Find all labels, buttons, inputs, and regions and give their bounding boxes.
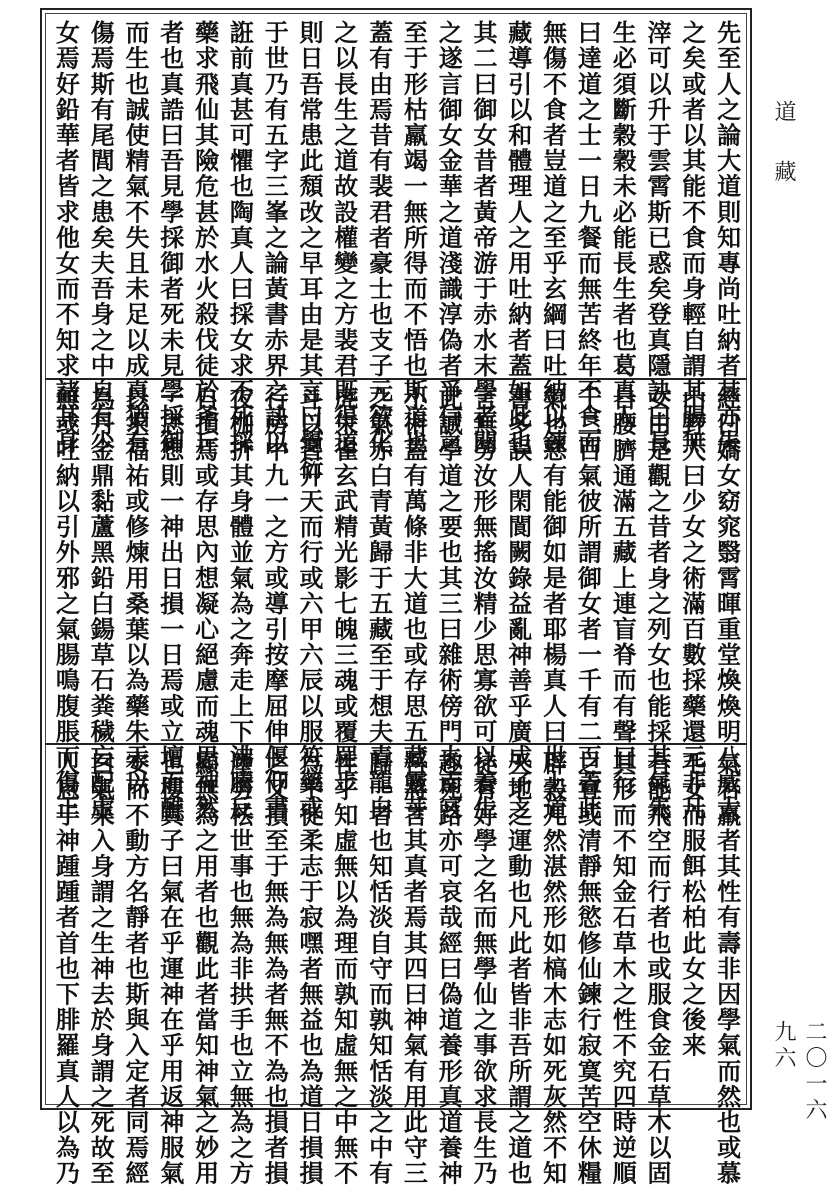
text-column: 塵勞袪世事也無為非拱手也立無為之方 — [225, 751, 255, 1186]
text-column: 誑前真甚可懼也陶真人曰採女求不死採 — [225, 20, 255, 456]
text-column: 無或吐納以引外邪之氣腸鳴腹脹而傷正 — [51, 386, 81, 822]
text-column: 氣若羸者其性有壽非因學氣而然也或慕 — [712, 751, 742, 1186]
text-column: 女由是觀之昔者身之列女也能採其氣先 — [643, 386, 672, 822]
text-column: 毛女而服餌松柏此女之後来 — [677, 751, 707, 1059]
text-column: 經曰嬌女窈窕翳霄暉重堂煥煥明八威太 — [712, 386, 742, 822]
text-column: 為丹金鼎黏蘆黑鉛白鍚草石粪穢妄配虛 — [86, 386, 116, 822]
text-column: 歸一者也知恬淡自守而孰知恬淡之中有 — [364, 751, 394, 1186]
text-column: 山野人曰少女之術滿百數採藥還元非凡 — [677, 386, 707, 822]
text-column: 蓋有由焉昔有裴君者豪士也支子元欲化 — [364, 20, 394, 456]
text-column: 一思想則一神出日損一日焉或立壇而醮 — [155, 386, 185, 822]
band-divider — [45, 378, 747, 380]
text-column: 之又損至于無為無為者無不為也損者損 — [260, 751, 290, 1186]
text-column: 小術蓋有萬條非大道也或存思五藏靈芽 — [399, 386, 429, 822]
text-column: 以求福祐或修煉用桑葉以為藥朱汞以 — [121, 386, 150, 796]
text-column: 趣死路亦可哀哉經曰偽道養形真道養神 — [434, 751, 464, 1186]
text-column: 曰達道之士一日九餐而無苦終年不食而 — [573, 20, 603, 456]
text-column: 天地之運動也凡此者皆非吾所謂之道也 — [503, 751, 533, 1186]
text-column: 顯無為之用者也觀此者當知神氣之妙用 — [190, 751, 220, 1186]
text-column: 于世乃有五字三峯之論黃書赤界之訣以 — [260, 20, 290, 456]
text-column: 徒有好學之名而無學仙之事欲求長生乃 — [469, 751, 498, 1186]
text-column: 無傷不食者豈道之至乎玄綱曰吐納以鍊 — [538, 20, 568, 456]
text-column: 至于形枯羸竭一無所得而不悟也斯道也 — [399, 20, 429, 456]
text-column: 滓可以升于雲霄斯已惑矣登真隱訣曰長 — [643, 20, 672, 456]
text-column: 者也真誥曰吾見學採御者死未見學採御 — [155, 20, 185, 456]
text-column: 之氣赤白青黃歸于五藏至于想夫青龍白 — [364, 386, 394, 822]
margin-title: 道藏 — [771, 100, 796, 220]
band-divider — [45, 743, 747, 745]
text-column: 氣也惡有能御如是者耶楊真人曰世上道 — [538, 386, 568, 822]
text-column: 性乎知虛無以為理而孰知虛無之中無不 — [329, 751, 359, 1186]
text-column: 之矣或者以其能不食而身輕自謂其腸無 — [677, 20, 707, 456]
text-band-lower — [48, 747, 744, 1186]
text-column: 則日吾常患此頹改之早耳由是其言曰覺衍 — [295, 20, 324, 481]
text-column: 其二曰御女昔者黃帝游于赤水末學者聞 — [469, 20, 498, 456]
text-column: 傷焉斯有尾閭之患矣夫吾身之中自有少 — [86, 20, 116, 456]
text-column: 言無勞汝形無搖汝精少思寡欲可以養生 — [469, 386, 498, 822]
text-column: 虎朱雀玄武精光影七魄三魂或覆罡步 — [329, 386, 359, 796]
page-number: 二〇一六九六 — [771, 1020, 827, 1124]
text-column: 其形而不知金石草木之性不究四時逆順 — [608, 751, 638, 1186]
text-column: 吾將言其真者焉其四曰神氣有用此守三 — [399, 751, 429, 1186]
text-column: 女焉好鉛華者皆求他女而不知求諸其身 — [51, 20, 81, 456]
text-column: 也樓真子曰氣在乎運神在乎用返神服氣 — [155, 751, 185, 1186]
text-column: 先至人之論大道則知專尚吐納者其亦失 — [712, 20, 742, 456]
text-column: 斗以習升天而行或六甲六辰以服符藥或 — [295, 386, 324, 822]
text-column: 此誠學道之要也其三曰雜術傍門夫南宮 — [434, 386, 464, 822]
text-column: 為乎徒柔志于寂嘿者無益也為道日損損 — [295, 751, 324, 1186]
text-column: 有能飛空而行者也或服食金石草木以固 — [643, 751, 672, 1186]
text-column: 安而不動方名靜者也斯與入定者同焉經 — [121, 751, 150, 1186]
text-band-middle — [48, 382, 744, 822]
text-column: 藏導引以和體理人之用吐納者蓋如此也 — [503, 20, 533, 456]
text-column: 之宜或清靜無慾修仙鍊行寂寞苦空休糧 — [573, 751, 603, 1186]
text-column: 書多誤人閑閬闕錄益亂神善乎廣成子之 — [503, 386, 533, 822]
text-column: 生必須斷穀穀未必能長生者也葛真人 — [608, 20, 638, 430]
text-column: 夜枷折其身體並氣為之奔走上下沸騰反 — [225, 386, 255, 822]
text-column: 自損焉或存思內想凝心絕慮而魂思神然 — [190, 386, 220, 822]
text-band-upper — [48, 16, 744, 481]
text-column: 行房中九一之方或導引按摩屈伸偃仰書 — [260, 386, 290, 822]
text-column: 自腰臍通滿五藏上連盲脊而有聲曰行一 — [608, 386, 638, 822]
text-column: 藥求飛仙其險危甚於水火殺伐徒於斧斤 — [190, 20, 220, 456]
text-column: 千二百氣彼所謂御女者一千有二百蓋此 — [573, 386, 603, 822]
text-column: 人息于神踵踵者首也下腓羅真人以為乃 — [51, 751, 81, 1186]
text-column: 之以長生之道故設權變之方裴君既得道 — [329, 20, 359, 456]
text-column: 而生也誠使精氣不失且未足以成真猶有 — [121, 20, 150, 456]
text-column: 曰氣来入身謂之生神去於身謂之死故至 — [86, 751, 116, 1186]
text-column: 之遂言御女金華之道淺識淳偽者爭信之 — [434, 20, 464, 456]
text-column: 辟穀兀然湛然形如槁木志如死灰然不知 — [538, 751, 568, 1186]
